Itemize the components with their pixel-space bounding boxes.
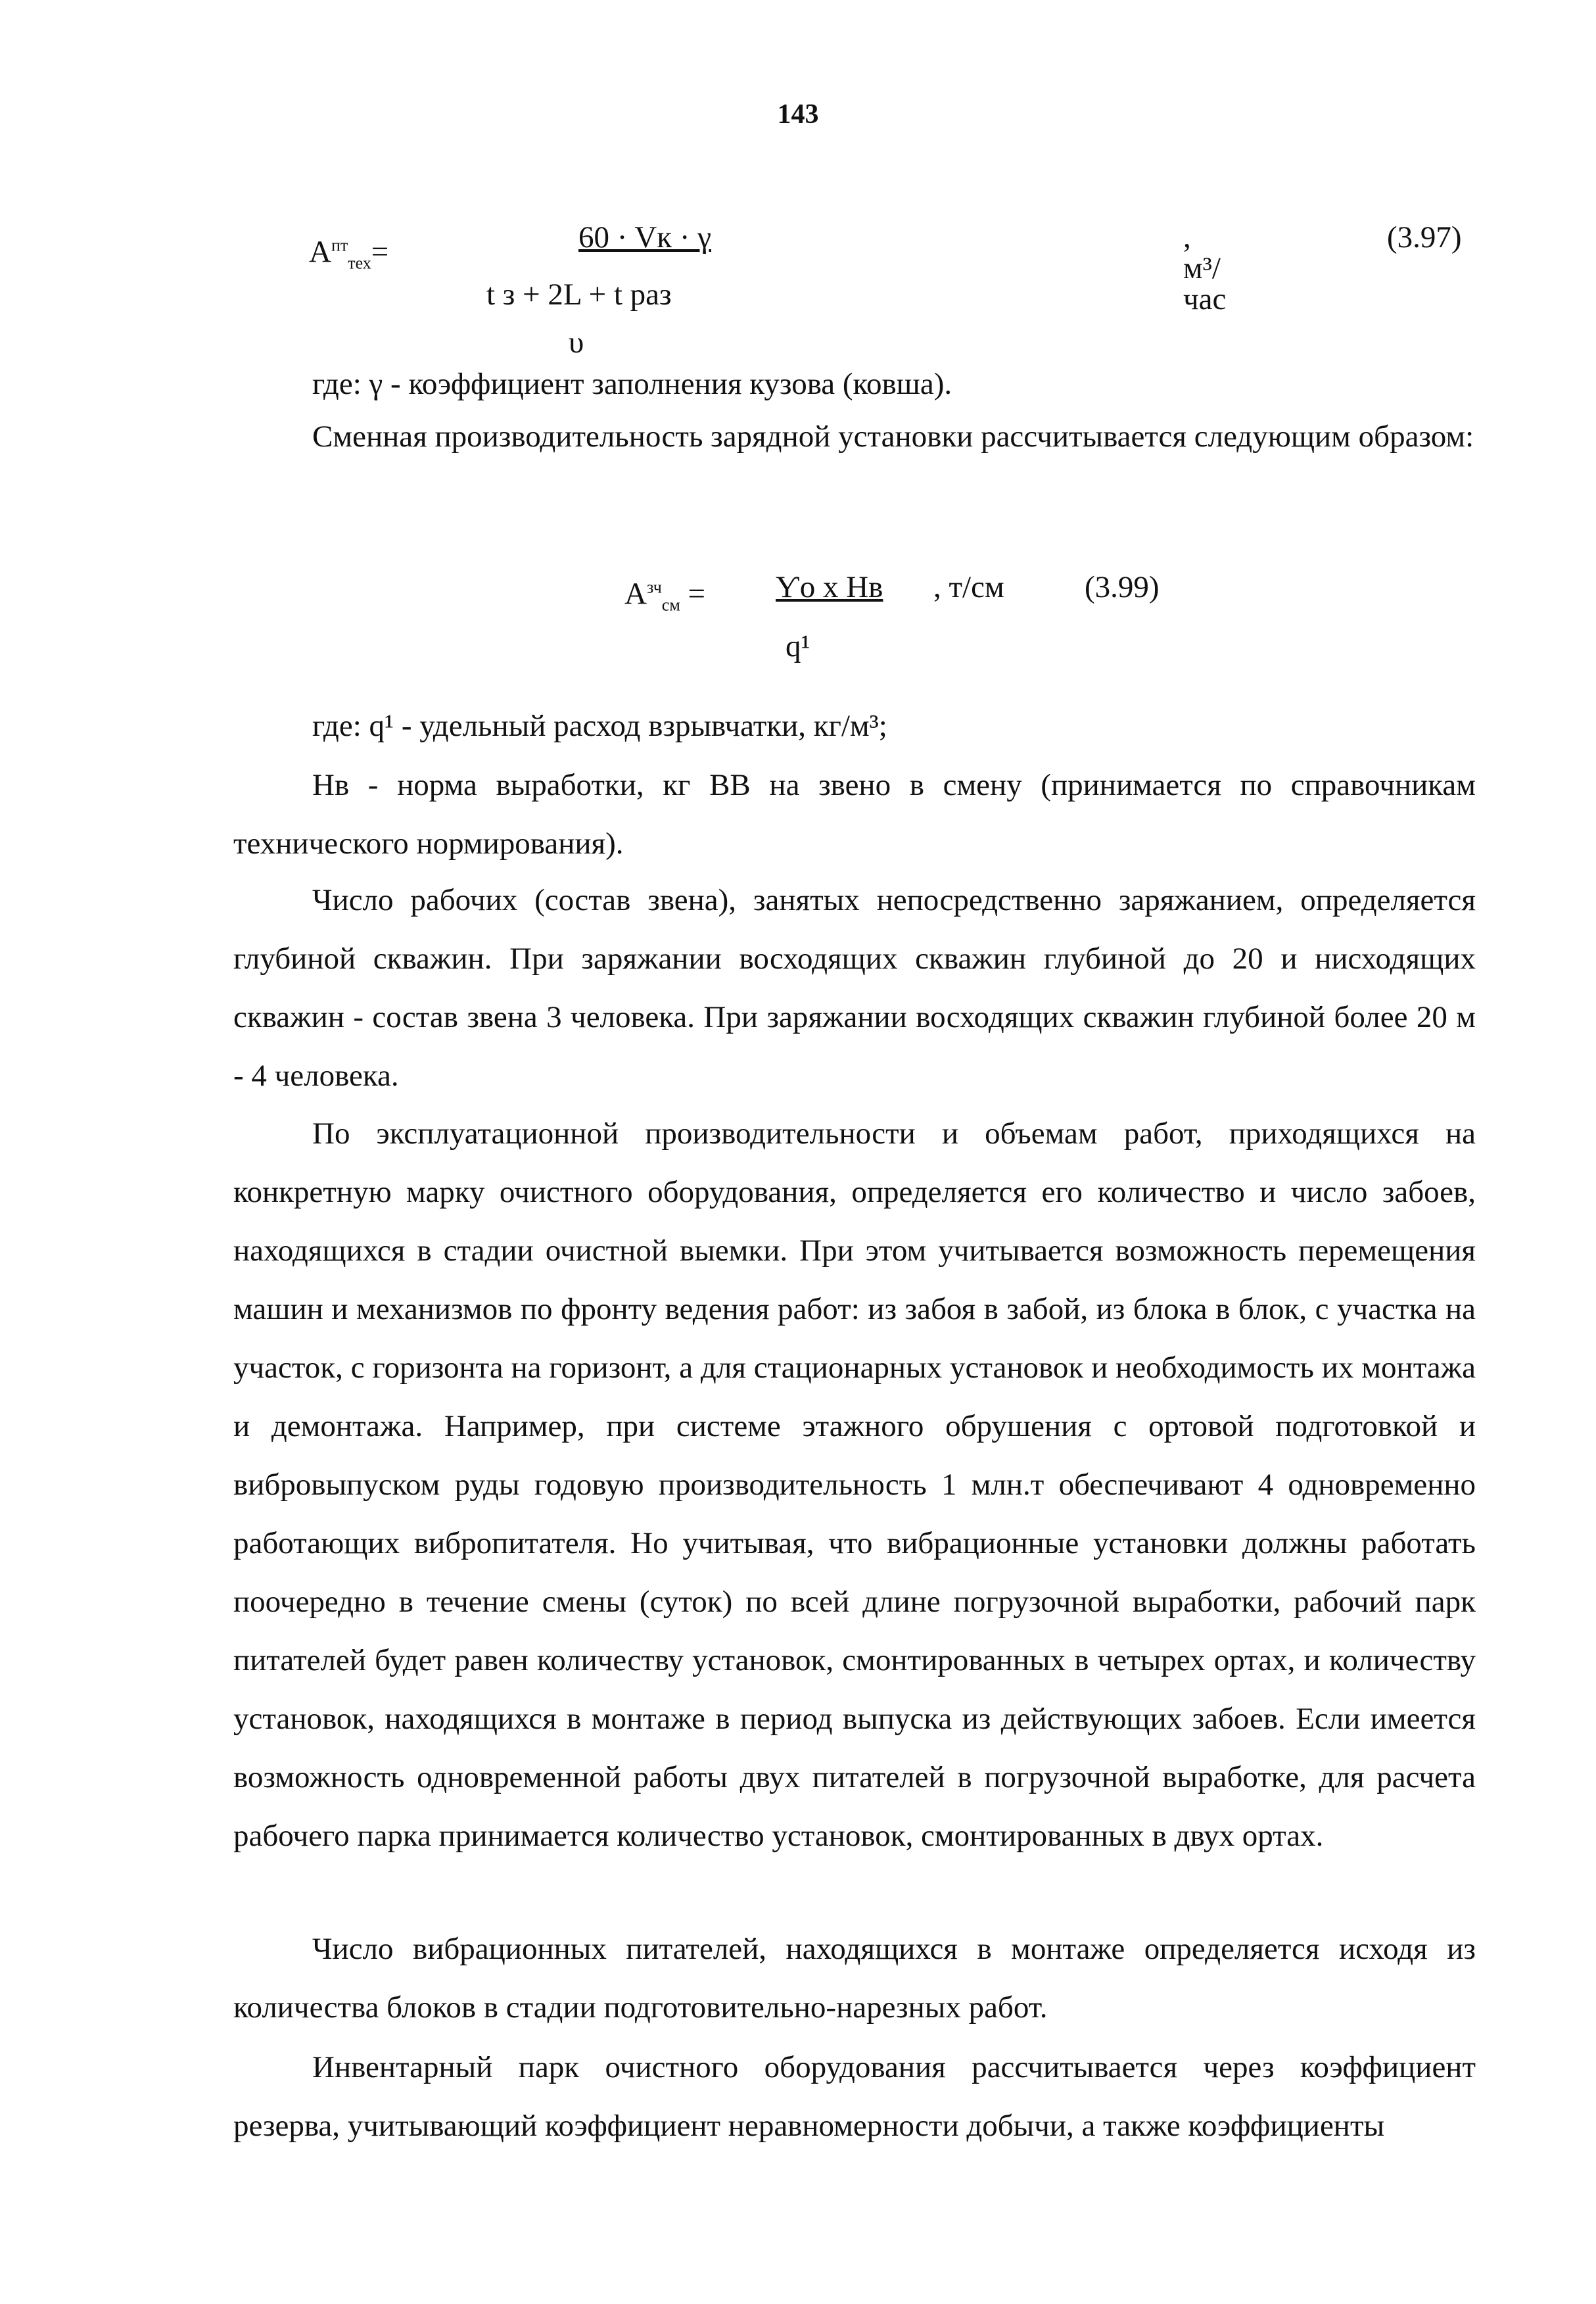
formula-denominator: t з + 2L + t раз [486, 277, 672, 312]
paragraph: Число рабочих (состав звена), занятых непосредственно заряжанием, определяется глубиной скважин. При заряжании восходящих скважин глубиной до 20 и нисходящих скважин - состав звена 3 человека. При заряжании восходящих скважин глубиной более 20 м - 4 человека. [233, 883, 1476, 1093]
formula-numerator: Ƴо х Нв [776, 570, 883, 604]
equation-number: (3.97) [1387, 220, 1462, 254]
formula-lhs: $А^{зч}_{см}$ = [624, 577, 706, 615]
formula-denominator: q¹ [786, 629, 810, 663]
formula-3-99 [624, 565, 1216, 677]
formula-velocity: υ [569, 325, 584, 360]
equation-number: (3.99) [1085, 570, 1160, 604]
where-q: где: q¹ - удельный расход взрывчатки, кг/м³; [312, 709, 887, 743]
paragraph: Нв - норма выработки, кг ВВ на звено в смену (принимается по справочникам технического нормирования). [233, 768, 1476, 861]
paragraph: Инвентарный парк очистного оборудования рассчитывается через коэффициент резерва, учитывающий коэффициент неравномерности добычи, а также коэффициенты [233, 2050, 1476, 2143]
formula-3-97 [309, 210, 1462, 362]
page-number: 143 [777, 99, 819, 130]
formula-unit: , м³/час [1183, 220, 1227, 316]
paragraph: Число вибрационных питателей, находящихся в монтаже определяется исходя из количества блоков в стадии подготовительно-нарезных работ. [233, 1932, 1476, 2025]
formula-numerator: 60 · Vк · γ [578, 220, 711, 254]
formula-unit: , т/см [933, 570, 1004, 604]
where-gamma: где: γ - коэффициент заполнения кузова (ковша). [312, 367, 952, 401]
formula-lhs: $А^{пт}_{тех}=$ [309, 235, 389, 273]
paragraph: По эксплуатационной производительности и объемам работ, приходящихся на конкретную марку очистного оборудования, определяется его количество и число забоев, находящихся в стадии очистной выемки. При этом учитывается возможность перемещения машин и механизмов по фронту ведения работ: из забоя в забой, из блока в блок, с участка на участок, с горизонта на горизонт, а для стационарных установок и необходимость их монтажа и демонтажа. Например, при системе этажного обрушения с ортовой подготовкой и вибровыпуском руды годовую производительность 1 млн.т обеспечивают 4 одновременно работающих вибропитателя. Но учитывая, что вибрационные установки должны работать поочередно в течение смены (суток) по всей длине погрузочной выработки, рабочий парк питателей будет равен количеству установок, смонтированных в четырех ортах, и количеству установок, находящихся в монтаже в период выпуска из действующих забоев. Если имеется возможность одновременной работы двух питателей в погрузочной выработке, для расчета рабочего парка принимается количество установок, смонтированных в двух ортах. [233, 1116, 1476, 1853]
paragraph: Сменная производительность зарядной установки рассчитывается следующим образом: [312, 420, 1474, 454]
